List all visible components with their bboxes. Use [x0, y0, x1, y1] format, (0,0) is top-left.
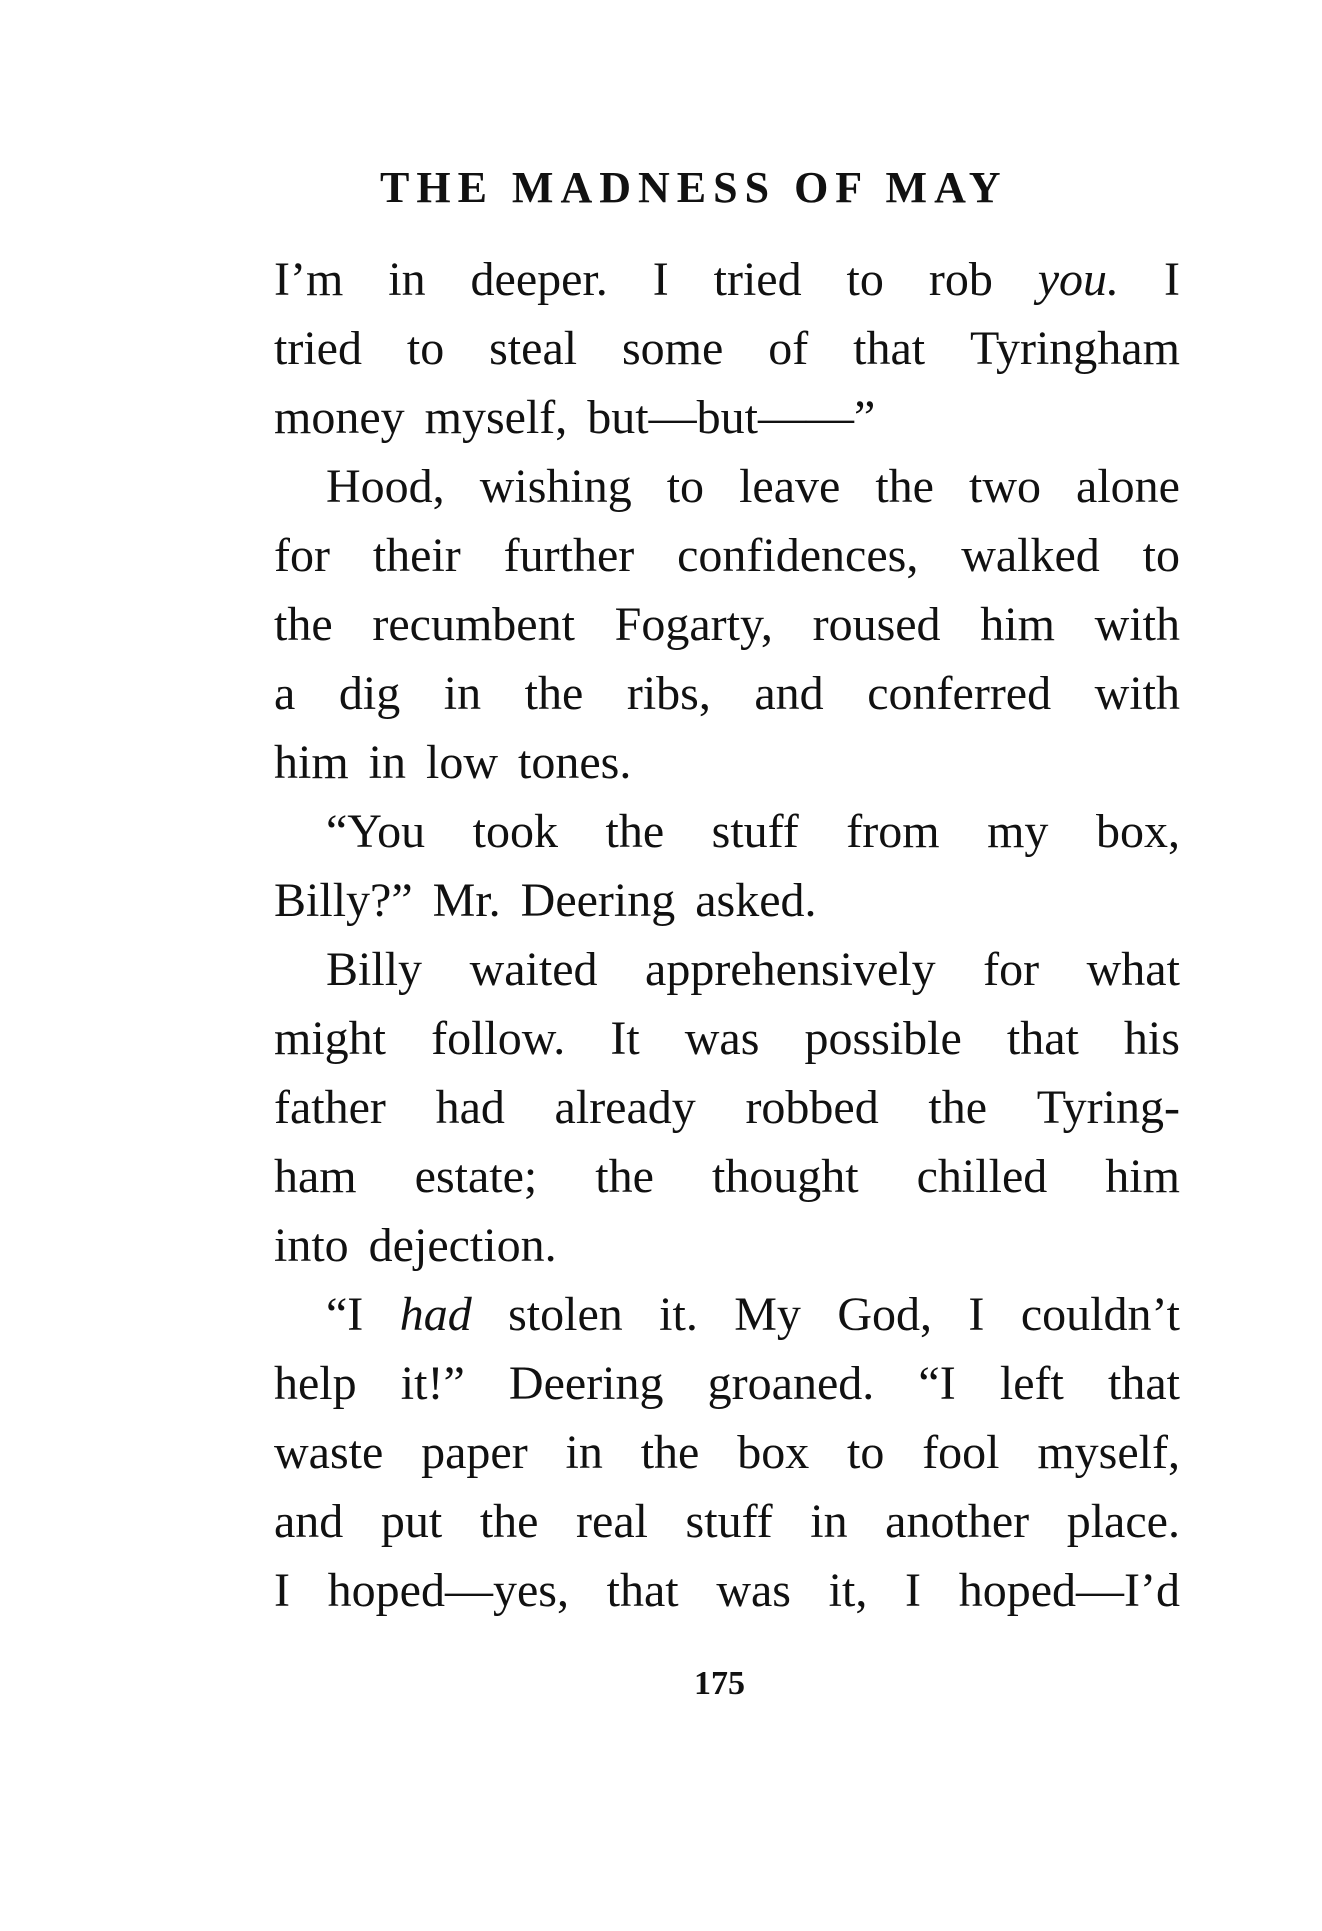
word: put: [380, 1495, 443, 1548]
word: robbed: [745, 1081, 879, 1134]
body-text: [274, 245, 1180, 1625]
text-line: [274, 245, 1180, 314]
word: the: [524, 667, 584, 720]
word: walked: [961, 529, 1100, 582]
text-line: [274, 728, 1180, 797]
word: “I: [918, 1357, 956, 1410]
word: waited: [469, 943, 598, 996]
word: dig: [338, 667, 401, 720]
word: with: [1094, 598, 1180, 651]
word: I’m: [274, 253, 344, 306]
word: “I: [326, 1288, 364, 1341]
word: real: [576, 1495, 648, 1548]
word: deeper.: [470, 253, 608, 306]
word: apprehensively: [645, 943, 936, 996]
word: couldn’t: [1020, 1288, 1180, 1341]
word: confidences,: [677, 529, 919, 582]
word: some: [622, 322, 724, 375]
word: the: [640, 1426, 700, 1479]
word: Billy: [326, 943, 423, 996]
word: My: [734, 1288, 801, 1341]
word: tried: [274, 322, 362, 375]
word: leave: [739, 460, 841, 513]
word: in: [565, 1426, 603, 1479]
word: in: [388, 253, 426, 306]
word: It: [610, 1012, 640, 1065]
text-line: [274, 1556, 1180, 1625]
word: stuff: [685, 1495, 773, 1548]
word: ribs,: [626, 667, 711, 720]
word: hoped—I’d: [958, 1564, 1180, 1617]
word: already: [554, 1081, 696, 1134]
word: of: [768, 322, 809, 375]
word: left: [999, 1357, 1064, 1410]
word: myself,: [1037, 1426, 1180, 1479]
word: stolen: [508, 1288, 623, 1341]
word: help: [274, 1357, 357, 1410]
word: to: [846, 253, 884, 306]
word: to: [847, 1426, 885, 1479]
word: another: [885, 1495, 1030, 1548]
word: Hood,: [326, 460, 445, 513]
word: waste: [274, 1426, 384, 1479]
word: I: [274, 1564, 290, 1617]
word: their: [372, 529, 461, 582]
text-line: [274, 590, 1180, 659]
word: tried: [713, 253, 802, 306]
word: that: [606, 1564, 679, 1617]
word: my: [987, 805, 1049, 858]
word: the: [479, 1495, 539, 1548]
word: the: [274, 598, 333, 651]
word: dejection.: [368, 1219, 557, 1272]
word: alone: [1076, 460, 1180, 513]
text-line: [274, 935, 1180, 1004]
word: into: [274, 1219, 349, 1272]
word: thought: [711, 1150, 859, 1203]
word: from: [846, 805, 940, 858]
word: paper: [421, 1426, 528, 1479]
word: steal: [489, 322, 578, 375]
word: Tyring-: [1036, 1081, 1180, 1134]
word: money: [274, 391, 405, 444]
word: I: [968, 1288, 985, 1341]
word: that: [853, 322, 926, 375]
word: Tyringham: [970, 322, 1180, 375]
text-line: [274, 1004, 1180, 1073]
word: in: [368, 736, 407, 789]
word: to: [1142, 529, 1180, 582]
word: to: [406, 322, 445, 375]
word: took: [472, 805, 559, 858]
text-line: [274, 521, 1180, 590]
word: box: [737, 1426, 810, 1479]
text-line: [274, 1487, 1180, 1556]
text-line: [274, 452, 1180, 521]
word: to: [666, 460, 705, 513]
word: place.: [1066, 1495, 1180, 1548]
word: for: [983, 943, 1040, 996]
word: what: [1086, 943, 1180, 996]
word: fool: [922, 1426, 1000, 1479]
word: and: [274, 1495, 344, 1548]
text-line: [274, 314, 1180, 383]
text-line: [274, 1142, 1180, 1211]
word: in: [810, 1495, 848, 1548]
word: further: [503, 529, 635, 582]
word: but—but——”: [587, 391, 876, 444]
word: Billy?”: [274, 874, 413, 927]
word: Deering: [508, 1357, 664, 1410]
italic-word: you.: [1037, 253, 1120, 306]
text-line: [274, 1418, 1180, 1487]
text-line: [274, 1211, 1180, 1280]
word: wishing: [479, 460, 632, 513]
word: father: [274, 1081, 386, 1134]
running-head: THE MADNESS OF MAY: [380, 163, 1008, 212]
word: Deering: [520, 874, 676, 927]
word: it!”: [400, 1357, 465, 1410]
word: low: [426, 736, 499, 789]
word: roused: [812, 598, 941, 651]
word: him: [274, 736, 349, 789]
word: two: [969, 460, 1041, 513]
text-line: [274, 659, 1180, 728]
text-line: [274, 1280, 1180, 1349]
word: for: [274, 529, 330, 582]
word: might: [274, 1012, 387, 1065]
word: it.: [659, 1288, 698, 1341]
word: with: [1094, 667, 1180, 720]
italic-word: had: [399, 1288, 472, 1341]
word: the: [928, 1081, 988, 1134]
word: was: [684, 1012, 760, 1065]
word: I: [905, 1564, 922, 1617]
word: I: [1164, 253, 1180, 306]
word: Mr.: [432, 874, 501, 927]
word: Fogarty,: [614, 598, 773, 651]
word: myself,: [424, 391, 568, 444]
text-line: [274, 866, 1180, 935]
word: the: [875, 460, 934, 513]
word: him: [980, 598, 1055, 651]
word: the: [595, 1150, 654, 1203]
word: groaned.: [707, 1357, 875, 1410]
word: estate;: [414, 1150, 538, 1203]
word: and: [754, 667, 824, 720]
word: was: [716, 1564, 791, 1617]
word: hoped—yes,: [327, 1564, 569, 1617]
word: in: [443, 667, 482, 720]
word: God,: [837, 1288, 933, 1341]
word: box,: [1095, 805, 1180, 858]
word: recumbent: [372, 598, 575, 651]
word: stuff: [711, 805, 799, 858]
page-number: 175: [694, 1665, 745, 1702]
word: chilled: [916, 1150, 1048, 1203]
word: “You: [326, 805, 426, 858]
word: a: [274, 667, 296, 720]
word: it,: [828, 1564, 868, 1617]
word: rob: [928, 253, 993, 306]
word: conferred: [867, 667, 1052, 720]
text-line: [274, 383, 1180, 452]
text-line: [274, 797, 1180, 866]
word: I: [652, 253, 669, 306]
word: tones.: [518, 736, 632, 789]
word: the: [605, 805, 665, 858]
word: possible: [804, 1012, 962, 1065]
word: his: [1123, 1012, 1180, 1065]
text-line: [274, 1073, 1180, 1142]
word: had: [435, 1081, 505, 1134]
word: that: [1108, 1357, 1180, 1410]
text-line: [274, 1349, 1180, 1418]
word: follow.: [431, 1012, 566, 1065]
word: him: [1105, 1150, 1180, 1203]
word: that: [1006, 1012, 1079, 1065]
word: asked.: [695, 874, 817, 927]
word: ham: [274, 1150, 357, 1203]
